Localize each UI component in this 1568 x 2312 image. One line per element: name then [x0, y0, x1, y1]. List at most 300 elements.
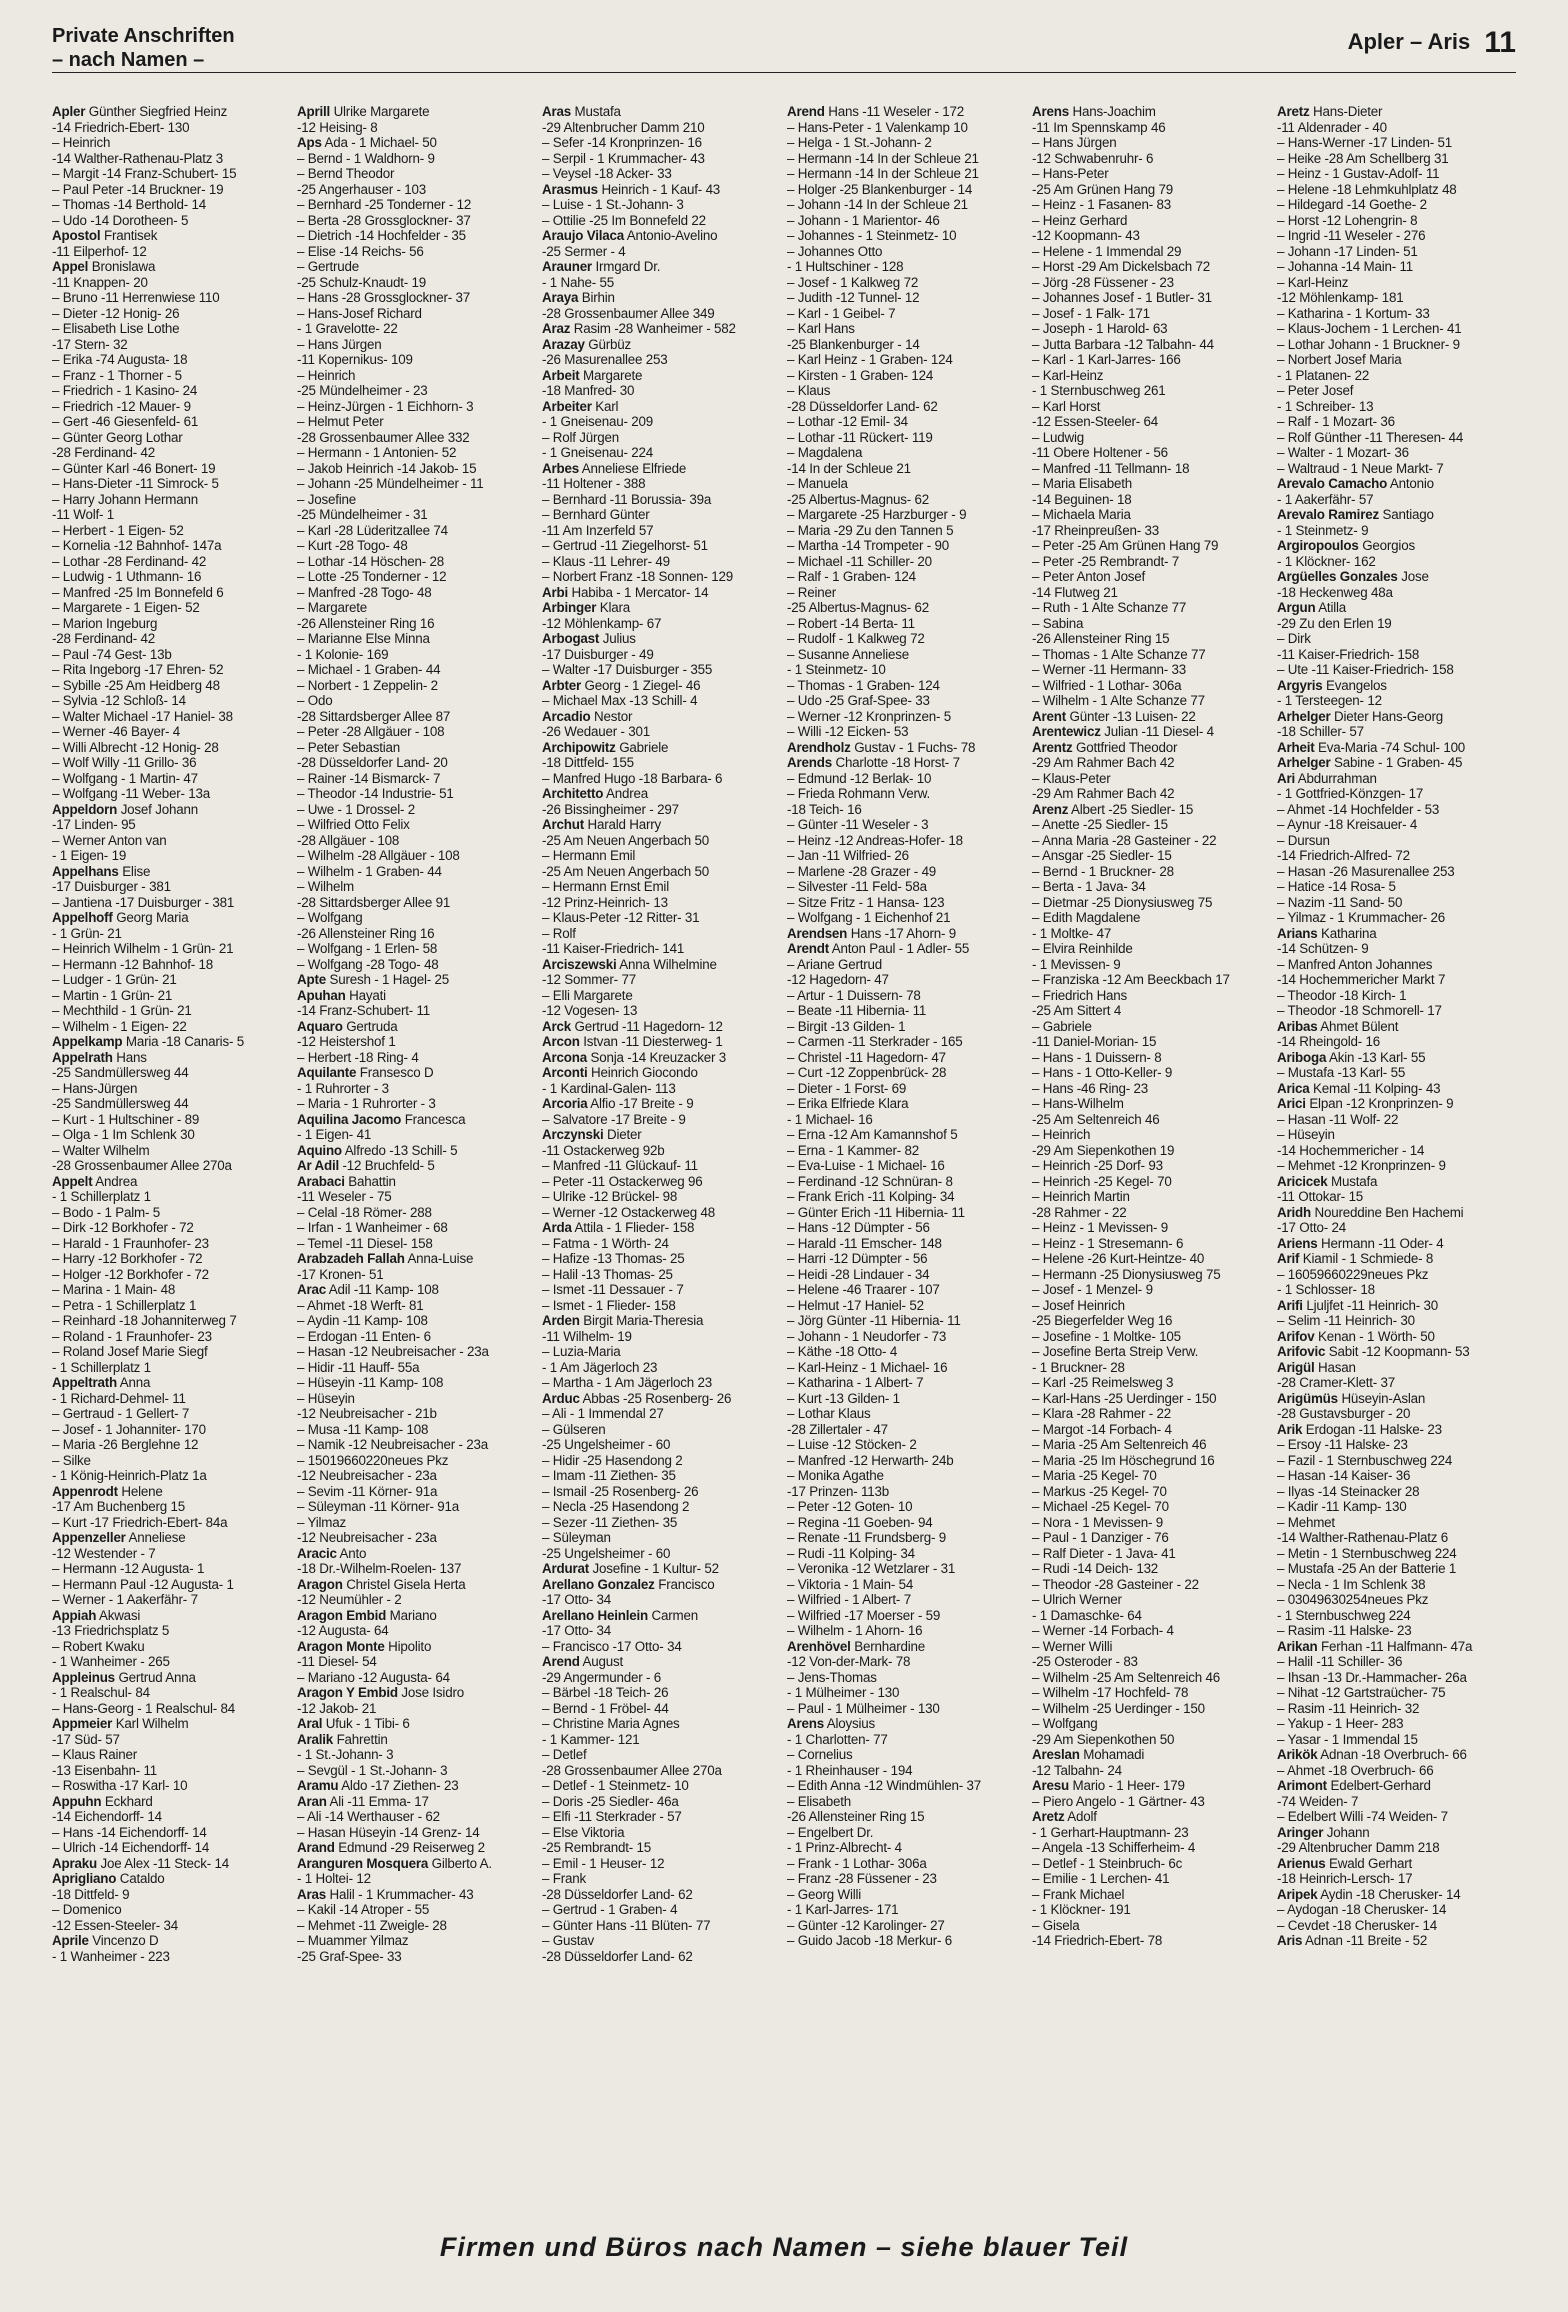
entry-detail: – Hans - 1 Duissern- 8 — [1032, 1049, 1162, 1065]
entry-detail: – Wilhelm -28 Allgäuer - 108 — [297, 848, 460, 863]
directory-entry — [1032, 941, 1271, 957]
entry-detail: Atilla — [1318, 600, 1347, 615]
directory-entry — [787, 275, 1026, 291]
entry-detail: – Günter Erich -11 Hibernia- 11 — [787, 1204, 965, 1220]
entry-surname: Arconti — [542, 1065, 588, 1080]
directory-entry — [297, 1778, 536, 1794]
directory-entry — [52, 1933, 291, 1949]
directory-entry — [1032, 1174, 1271, 1190]
entry-detail: -28 Gustavsburger - 20 — [1277, 1406, 1411, 1421]
directory-entry — [297, 1422, 536, 1438]
entry-detail: – Klaus — [787, 383, 831, 398]
entry-detail: – Odo — [297, 693, 333, 708]
directory-entry — [1277, 1344, 1516, 1360]
entry-detail: – Hans -46 Ring- 23 — [1032, 1080, 1149, 1096]
entry-detail: – Karl Heinz - 1 Graben- 124 — [787, 352, 953, 367]
entry-detail: – Gertraud - 1 Gellert- 7 — [52, 1406, 190, 1421]
entry-detail: -12 Sommer- 77 — [542, 972, 636, 987]
entry-detail: Kiamil - 1 Schmiede- 8 — [1302, 1251, 1434, 1266]
entry-detail: -25 Am Grünen Hang 79 — [1032, 181, 1173, 197]
entry-detail: – Bärbel -18 Teich- 26 — [542, 1685, 669, 1700]
directory-entry — [52, 833, 291, 849]
directory-entry — [787, 1189, 1026, 1205]
directory-entry — [1032, 337, 1271, 353]
directory-entry — [1277, 1732, 1516, 1748]
entry-detail: – Manfred -11 Glückauf- 11 — [542, 1158, 698, 1173]
entry-detail: Rasim -28 Wanheimer - 582 — [573, 321, 736, 336]
directory-entry — [787, 1019, 1026, 1035]
entry-detail: – Aydin -11 Kamp- 108 — [297, 1313, 428, 1328]
directory-entry — [297, 1360, 536, 1376]
entry-detail: – Wolfgang -28 Togo- 48 — [297, 956, 439, 972]
directory-entry — [1032, 662, 1271, 678]
entry-surname: Aramu — [297, 1778, 339, 1793]
directory-entry — [1277, 1158, 1516, 1174]
directory-entry — [787, 1685, 1026, 1701]
directory-entry — [1032, 1577, 1271, 1593]
entry-detail: – Peter Josef — [1277, 383, 1354, 398]
entry-surname: Ariens — [1277, 1235, 1318, 1251]
directory-entry — [297, 616, 536, 632]
directory-entry — [297, 321, 536, 337]
directory-entry — [542, 1391, 781, 1407]
directory-entry — [1032, 957, 1271, 973]
directory-entry — [787, 430, 1026, 446]
directory-entry — [542, 1639, 781, 1655]
entry-surname: Arentz — [1032, 739, 1073, 755]
directory-entry — [787, 337, 1026, 353]
entry-detail: – Helga - 1 St.-Johann- 2 — [787, 135, 932, 150]
entry-detail: – Cornelius — [787, 1747, 853, 1762]
entry-detail: – Heinz -12 Andreas-Hofer- 18 — [787, 832, 963, 848]
entry-detail: – Engelbert Dr. — [787, 1824, 874, 1840]
entry-detail: -12 Augusta- 64 — [297, 1623, 389, 1638]
directory-entry — [52, 492, 291, 508]
directory-entry — [542, 321, 781, 337]
entry-surname: Arigümüs — [1277, 1390, 1338, 1406]
entry-surname: Archipowitz — [542, 739, 616, 755]
entry-surname: Arends — [787, 755, 832, 770]
entry-surname: Arasmus — [542, 181, 598, 197]
directory-entry — [542, 972, 781, 988]
directory-entry — [542, 1158, 781, 1174]
entry-detail: – Bernhard Günter — [542, 507, 650, 522]
entry-detail: -28 Ferdinand- 42 — [52, 631, 156, 646]
directory-entry — [1032, 1189, 1271, 1205]
entry-detail: -11 Kopernikus- 109 — [297, 352, 413, 367]
directory-entry — [1032, 678, 1271, 694]
entry-surname: Arabaci — [297, 1173, 345, 1189]
directory-entry — [1277, 585, 1516, 601]
entry-detail: – Günter Hans -11 Blüten- 77 — [542, 1917, 711, 1933]
entry-surname: Appiah — [52, 1607, 97, 1623]
directory-entry — [1032, 1344, 1271, 1360]
directory-entry — [1277, 972, 1516, 988]
entry-detail: – Hermann - 1 Antonien- 52 — [297, 445, 457, 460]
directory-entry — [542, 1685, 781, 1701]
directory-entry — [1277, 228, 1516, 244]
directory-entry — [787, 662, 1026, 678]
entry-detail: -12 Neubreisacher - 23a — [297, 1468, 437, 1483]
directory-entry — [297, 1887, 536, 1903]
entry-detail: Gottfried Theodor — [1076, 739, 1178, 755]
directory-entry — [1277, 1267, 1516, 1283]
entry-detail: – Edith Magdalene — [1032, 910, 1141, 925]
directory-entry — [1277, 1019, 1516, 1035]
entry-surname: Aps — [297, 135, 322, 150]
entry-detail: -11 Kaiser-Friedrich- 158 — [1277, 646, 1420, 662]
directory-entry — [787, 1081, 1026, 1097]
directory-entry — [52, 507, 291, 523]
entry-detail: – Wolfgang — [297, 910, 363, 925]
entry-detail: – Luzia-Maria — [542, 1344, 621, 1359]
directory-entry — [542, 228, 781, 244]
entry-detail: Mustafa — [1331, 1173, 1378, 1189]
entry-detail: – Peter Anton Josef — [1032, 569, 1146, 584]
entry-detail: – Domenico — [52, 1902, 122, 1917]
entry-detail: – Werner -11 Hermann- 33 — [1032, 662, 1186, 677]
directory-entry — [297, 1902, 536, 1918]
entry-detail: – Jan -11 Wilfried- 26 — [787, 848, 909, 863]
section-title — [52, 24, 235, 72]
directory-entry — [787, 1623, 1026, 1639]
directory-entry — [542, 1081, 781, 1097]
entry-detail: - 1 Gravelotte- 22 — [297, 321, 398, 336]
directory-entry — [787, 1050, 1026, 1066]
entry-detail: -17 Otto- 34 — [542, 1592, 612, 1607]
directory-entry — [787, 817, 1026, 833]
entry-detail: - 1 König-Heinrich-Platz 1a — [52, 1468, 207, 1483]
entry-surname: Arevalo Camacho — [1277, 476, 1388, 491]
directory-entry — [542, 910, 781, 926]
entry-detail: -14 Friedrich-Ebert- 130 — [52, 119, 190, 135]
directory-entry — [1277, 213, 1516, 229]
entry-detail: Gertruda — [346, 1018, 398, 1034]
entry-detail: – Berta - 1 Java- 34 — [1032, 879, 1146, 894]
entry-detail: – Karl - 1 Karl-Jarres- 166 — [1032, 352, 1181, 367]
entry-surname: Arbeiter — [542, 398, 592, 414]
directory-entry — [1032, 275, 1271, 291]
directory-entry — [542, 1902, 781, 1918]
directory-entry — [787, 383, 1026, 399]
entry-detail: -17 Kronen- 51 — [297, 1266, 384, 1282]
directory-entry — [787, 399, 1026, 415]
entry-detail: – Hans-Josef Richard — [297, 305, 422, 321]
directory-entry — [52, 1840, 291, 1856]
directory-entry — [297, 864, 536, 880]
directory-entry — [1032, 1143, 1271, 1159]
directory-entry — [52, 166, 291, 182]
entry-detail: – Heinz - 1 Fasanen- 83 — [1032, 197, 1172, 212]
entry-detail: - 1 Klöckner- 191 — [1032, 1902, 1131, 1917]
directory-entry — [52, 895, 291, 911]
directory-entry — [297, 554, 536, 570]
entry-detail: Evangelos — [1326, 677, 1387, 693]
directory-entry — [1277, 1329, 1516, 1345]
directory-entry — [1032, 1794, 1271, 1810]
entry-surname: Appelhoff — [52, 910, 113, 925]
entry-detail: -18 Dr.-Wilhelm-Roelen- 137 — [297, 1561, 462, 1576]
entry-detail: -17 Duisburger - 49 — [542, 646, 654, 662]
directory-entry — [787, 1143, 1026, 1159]
entry-detail: – Silvester -11 Feld- 58a — [787, 879, 927, 894]
entry-detail: Hans — [116, 1049, 147, 1065]
entry-surname: Arhelger — [1277, 708, 1331, 724]
directory-entry — [787, 1499, 1026, 1515]
entry-detail: -29 Am Siepenkothen 50 — [1032, 1731, 1175, 1747]
entry-detail: Aydin -18 Cherusker- 14 — [1320, 1886, 1461, 1902]
entry-detail: – Edmund -12 Berlak- 10 — [787, 770, 932, 786]
entry-detail: – Ali - 1 Immendal 27 — [542, 1406, 664, 1421]
directory-entry — [1032, 306, 1271, 322]
directory-entry — [297, 523, 536, 539]
entry-detail: – Johannes Josef - 1 Butler- 31 — [1032, 290, 1212, 305]
directory-entry — [542, 1437, 781, 1453]
entry-detail: – Lotte -25 Tonderner - 12 — [297, 569, 447, 584]
directory-entry — [542, 1422, 781, 1438]
entry-detail: – Mehmet -12 Kronprinzen- 9 — [1277, 1158, 1446, 1173]
directory-entry — [1277, 1747, 1516, 1763]
entry-detail: - 1 Steinmetz- 9 — [1277, 522, 1369, 538]
entry-detail: -28 Düsseldorfer Land- 20 — [297, 755, 448, 770]
entry-detail: – Josef - 1 Menzel- 9 — [1032, 1282, 1153, 1297]
entry-detail: Dieter — [607, 1127, 642, 1142]
entry-detail: – Udo -25 Graf-Spee- 33 — [787, 693, 930, 708]
directory-entry — [1032, 802, 1271, 818]
directory-entry — [297, 1794, 536, 1810]
entry-detail: – Reiner — [787, 584, 837, 600]
directory-entry — [52, 910, 291, 926]
entry-detail: – Aydogan -18 Cherusker- 14 — [1277, 1902, 1447, 1917]
entry-detail: – Emilie - 1 Lerchen- 41 — [1032, 1871, 1170, 1886]
entry-detail: Josef Johann — [120, 801, 198, 817]
entry-detail: – Heinrich — [297, 367, 356, 383]
directory-entry — [787, 972, 1026, 988]
directory-entry — [1032, 476, 1271, 492]
entry-detail: - 1 Richard-Dehmel- 11 — [52, 1390, 186, 1406]
directory-entry — [297, 1732, 536, 1748]
entry-surname: Arbes — [542, 460, 579, 476]
directory-entry — [1277, 802, 1516, 818]
directory-entry — [542, 182, 781, 198]
directory-entry — [542, 1205, 781, 1221]
entry-surname: Aras — [297, 1886, 326, 1902]
directory-entry — [1032, 1329, 1271, 1345]
entry-detail: – Paul - 1 Danziger - 76 — [1032, 1530, 1169, 1545]
entry-detail: – Helmut -17 Haniel- 52 — [787, 1297, 924, 1313]
entry-detail: Joe Alex -11 Steck- 14 — [100, 1855, 230, 1871]
directory-entry — [52, 228, 291, 244]
entry-detail: – Monika Agathe — [787, 1468, 884, 1483]
directory-entry — [1032, 120, 1271, 136]
directory-entry — [297, 1949, 536, 1965]
entry-detail: – Hermann -14 In der Schleue 21 — [787, 150, 979, 166]
entry-detail: – Süleyman — [542, 1530, 611, 1545]
entry-detail: – Gertrud -11 Ziegelhorst- 51 — [542, 538, 708, 553]
directory-entry — [542, 802, 781, 818]
entry-detail: Anna — [119, 1375, 151, 1390]
directory-entry — [542, 1360, 781, 1376]
directory-entry — [542, 1329, 781, 1345]
directory-entry — [1032, 1918, 1271, 1934]
entry-detail: – Rudi -11 Kolping- 34 — [787, 1545, 915, 1561]
entry-surname: Arauner — [542, 259, 592, 274]
entry-surname: Arik — [1277, 1421, 1303, 1437]
entry-detail: – Uwe - 1 Drossel- 2 — [297, 801, 416, 817]
entry-detail: – Rolf — [542, 925, 576, 941]
directory-entry — [787, 1561, 1026, 1577]
directory-entry — [542, 1112, 781, 1128]
entry-detail: -29 Angermunder - 6 — [542, 1669, 662, 1685]
directory-entry — [787, 151, 1026, 167]
directory-entry — [542, 1732, 781, 1748]
directory-entry — [1032, 631, 1271, 647]
directory-entry — [52, 1189, 291, 1205]
directory-entry — [542, 740, 781, 756]
entry-detail: – Margarete - 1 Eigen- 52 — [52, 600, 200, 615]
entry-detail: – Ralf - 1 Graben- 124 — [787, 569, 916, 584]
directory-entry — [1277, 1887, 1516, 1903]
entry-detail: – Elvira Reinhilde — [1032, 941, 1133, 956]
entry-detail: – Frank - 1 Lothar- 306a — [787, 1855, 927, 1871]
entry-detail: Istvan -11 Diesterweg- 1 — [583, 1034, 723, 1049]
entry-surname: Apler — [52, 104, 86, 119]
entry-detail: – Edelbert Willi -74 Weiden- 7 — [1277, 1809, 1448, 1824]
directory-entry — [52, 1949, 291, 1965]
directory-entry — [1032, 647, 1271, 663]
entry-detail: – Rainer -14 Bismarck- 7 — [297, 770, 441, 786]
entry-surname: Appelhans — [52, 863, 119, 879]
directory-entry — [1032, 1530, 1271, 1546]
entry-detail: – Josefine Berta Streip Verw. — [1032, 1344, 1199, 1359]
directory-entry — [1277, 538, 1516, 554]
column-3 — [542, 104, 781, 2226]
directory-entry — [1032, 709, 1271, 725]
entry-detail: – Manfred -28 Togo- 48 — [297, 584, 432, 600]
entry-detail: – Bernd - 1 Fröbel- 44 — [542, 1700, 669, 1716]
entry-detail: – Lothar -11 Rückert- 119 — [787, 429, 933, 445]
entry-detail: – Dieter - 1 Forst- 69 — [787, 1080, 907, 1096]
entry-detail: – Theodor -14 Industrie- 51 — [297, 786, 454, 801]
directory-entry — [297, 771, 536, 787]
directory-entry — [52, 1065, 291, 1081]
entry-surname: Arellano Heinlein — [542, 1607, 648, 1623]
directory-entry — [297, 755, 536, 771]
entry-detail: – Hüseyin — [297, 1390, 355, 1406]
directory-entry — [297, 1003, 536, 1019]
directory-entry — [1277, 1189, 1516, 1205]
entry-detail: Adolf — [1067, 1809, 1097, 1824]
directory-entry — [1277, 461, 1516, 477]
directory-entry — [52, 1778, 291, 1794]
directory-entry — [787, 1639, 1026, 1655]
directory-entry — [542, 1763, 781, 1779]
entry-detail: – Francisco -17 Otto- 34 — [542, 1638, 682, 1654]
entry-detail: -26 Allensteiner Ring 16 — [297, 615, 435, 631]
directory-entry — [1277, 1577, 1516, 1593]
entry-surname: Aprile — [52, 1933, 89, 1948]
directory-entry — [1032, 1484, 1271, 1500]
directory-entry — [1277, 1143, 1516, 1159]
entry-detail: Sabit -12 Koopmann- 53 — [1328, 1344, 1470, 1359]
directory-entry — [297, 120, 536, 136]
entry-detail: Ferhan -11 Halfmann- 47a — [1321, 1638, 1473, 1654]
entry-detail: – Günter Karl -46 Bonert- 19 — [52, 460, 216, 476]
entry-detail: – Werner -14 Forbach- 4 — [1032, 1623, 1174, 1638]
directory-entry — [787, 1871, 1026, 1887]
entry-detail: -25 Mündelheimer - 23 — [297, 383, 428, 398]
entry-detail: – Anette -25 Siedler- 15 — [1032, 817, 1168, 832]
directory-entry — [1032, 197, 1271, 213]
entry-detail: – Luise -12 Stöcken- 2 — [787, 1437, 917, 1452]
entry-detail: – Bernd Theodor — [297, 166, 395, 181]
entry-detail: – Hermann -12 Bahnhof- 18 — [52, 956, 213, 972]
directory-entry — [52, 135, 291, 151]
entry-detail: -14 Friedrich-Ebert- 78 — [1032, 1933, 1163, 1948]
directory-entry — [787, 1840, 1026, 1856]
directory-entry — [52, 461, 291, 477]
entry-detail: – Wilhelm - 1 Ahorn- 16 — [787, 1623, 923, 1638]
directory-entry — [1032, 817, 1271, 833]
directory-entry — [52, 709, 291, 725]
directory-entry — [1032, 399, 1271, 415]
directory-entry — [297, 1251, 536, 1267]
directory-entry — [1032, 1468, 1271, 1484]
directory-entry — [297, 1716, 536, 1732]
entry-detail: Hipolito — [388, 1638, 432, 1654]
directory-entry — [542, 414, 781, 430]
entry-surname: Argyris — [1277, 677, 1323, 693]
directory-entry — [1277, 1298, 1516, 1314]
entry-detail: – Eva-Luise - 1 Michael- 16 — [787, 1158, 945, 1173]
entry-detail: -28 Sittardsberger Allee 91 — [297, 894, 451, 910]
directory-entry — [787, 120, 1026, 136]
directory-entry — [787, 538, 1026, 554]
entry-detail: -25 Osteroder - 83 — [1032, 1654, 1138, 1669]
entry-detail: Habiba - 1 Mercator- 14 — [571, 584, 709, 600]
directory-entry — [52, 1468, 291, 1484]
directory-entry — [542, 1174, 781, 1190]
entry-surname: Aragon — [297, 1576, 343, 1592]
directory-entry — [1032, 771, 1271, 787]
directory-entry — [52, 1050, 291, 1066]
directory-entry — [52, 693, 291, 709]
entry-detail: Josefine - 1 Kultur- 52 — [592, 1561, 719, 1576]
directory-entry — [542, 1592, 781, 1608]
directory-entry — [542, 786, 781, 802]
directory-entry — [1032, 1065, 1271, 1081]
directory-entry — [52, 1732, 291, 1748]
directory-entry — [542, 445, 781, 461]
directory-entry — [787, 771, 1026, 787]
directory-entry — [297, 693, 536, 709]
directory-entry — [297, 275, 536, 291]
entry-detail: - 1 Gottfried-Könzgen- 17 — [1277, 786, 1424, 801]
entry-detail: – Jantiena -17 Duisburger - 381 — [52, 894, 235, 910]
entry-detail: – Walter Wilhelm — [52, 1142, 150, 1158]
entry-detail: – Ulrike -12 Brückel- 98 — [542, 1189, 678, 1204]
entry-detail: -17 Otto- 24 — [1277, 1220, 1347, 1235]
entry-detail: Akwasi — [98, 1607, 141, 1623]
entry-detail: – Paul - 1 Mülheimer - 130 — [787, 1700, 940, 1716]
header-rule — [52, 72, 1516, 73]
directory-entry — [1277, 616, 1516, 632]
entry-detail: Gürbüz — [588, 336, 631, 352]
directory-entry — [297, 414, 536, 430]
directory-entry — [297, 941, 536, 957]
directory-entry — [1277, 306, 1516, 322]
directory-entry — [542, 1794, 781, 1810]
